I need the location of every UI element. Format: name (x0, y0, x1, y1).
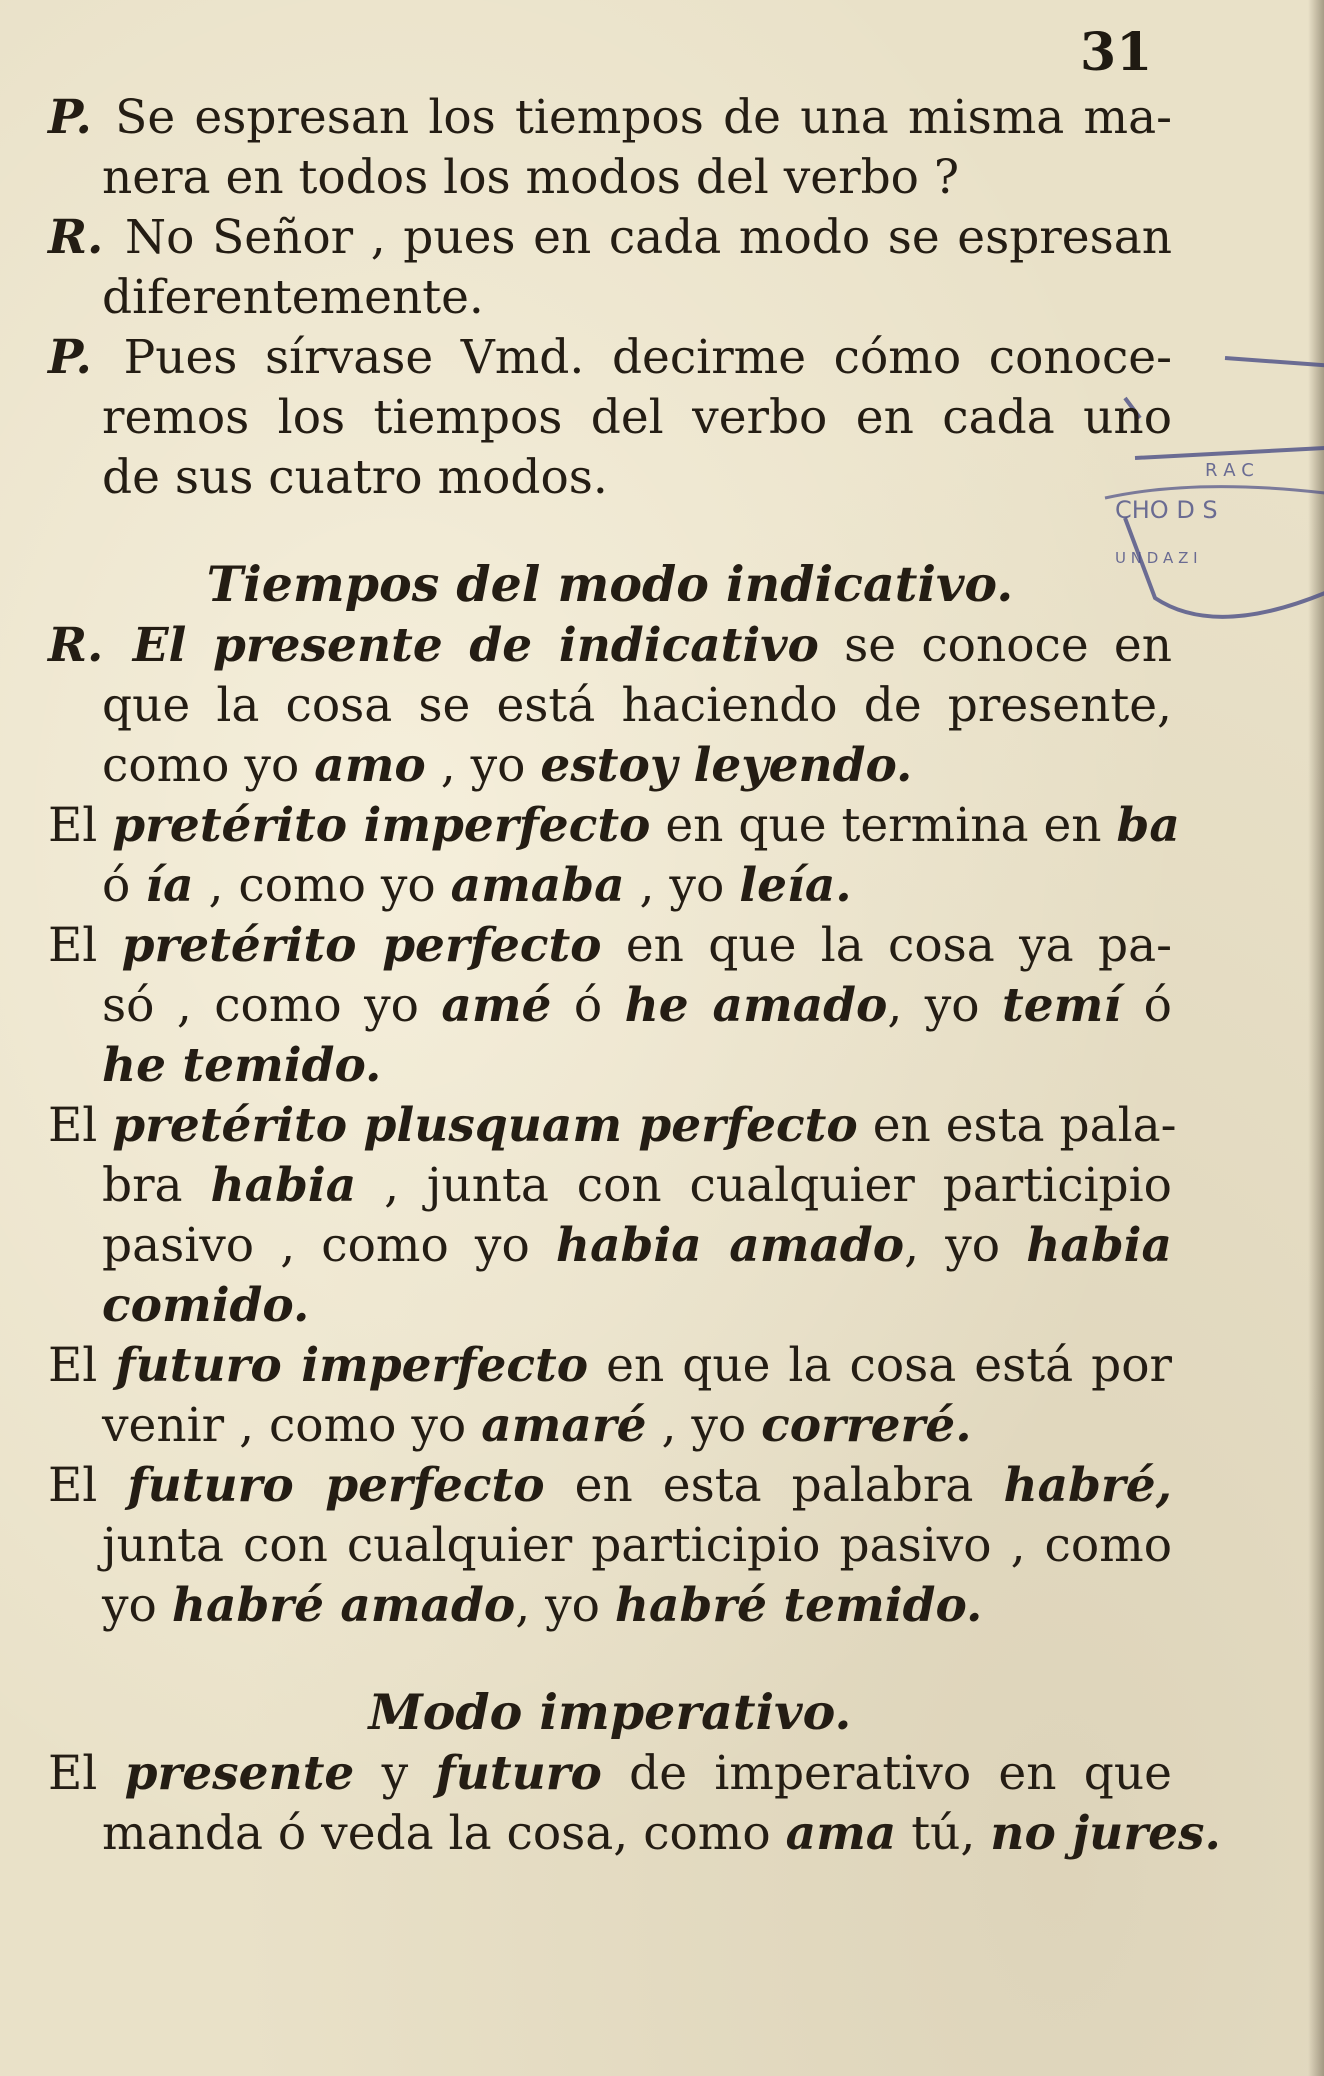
term: futuro perfecto (127, 1458, 545, 1513)
text-run: en que termina en (665, 798, 1102, 853)
text-run: Se espresan los tiempos de una misma ma- (115, 90, 1172, 145)
example-word: habia amado (555, 1218, 905, 1273)
text-run: en esta palabra (574, 1458, 974, 1513)
text-run: junta con cualquier participio pasivo , como (102, 1518, 1172, 1573)
example-word: ama (785, 1806, 897, 1861)
text-run: El (48, 1746, 98, 1801)
section-heading: Tiempos del modo indicativo. (206, 555, 1014, 613)
page-edge-shadow (1308, 0, 1324, 2076)
speaker-marker: R. (48, 210, 104, 265)
stamp-text-line3: U N D A Z I (1115, 549, 1198, 567)
example-word: no jures. (990, 1806, 1221, 1861)
text-line (48, 448, 1172, 508)
example-word: amé (441, 978, 552, 1033)
example-word: habia (210, 1158, 357, 1213)
text-line (48, 88, 1172, 148)
text-run: , junta con cualquier participio (384, 1158, 1172, 1213)
text-run: El (48, 1458, 98, 1513)
text-line (48, 1516, 1172, 1576)
term: pretérito plusquam perfecto (112, 1098, 858, 1153)
text-line (48, 328, 1172, 388)
text-line (48, 148, 1172, 208)
section-heading: Modo imperativo. (368, 1683, 852, 1741)
text-run: , yo (639, 858, 725, 913)
stamp-text-line1: R A C (1205, 460, 1254, 481)
text-run: que la cosa se está haciendo de presente, (102, 678, 1172, 733)
text-run: Pues sírvase Vmd. decirme cómo conoce- (123, 330, 1172, 385)
term: presente (124, 1746, 355, 1801)
text-line (48, 1576, 1172, 1636)
text-run: , yo (440, 738, 526, 793)
example-word: ía (145, 858, 194, 913)
text-run: yo (102, 1578, 157, 1633)
text-run: , yo (515, 1578, 600, 1633)
example-word: he amado (624, 978, 888, 1033)
example-word: temí (1002, 978, 1122, 1033)
text-line (48, 676, 1172, 736)
text-run: , yo (904, 1218, 1001, 1273)
text-run: y (381, 1746, 409, 1801)
page-number: 31 (1080, 22, 1153, 83)
example-word: leía. (739, 858, 852, 913)
text-line (48, 1096, 1177, 1156)
speaker-marker: P. (48, 90, 92, 145)
text-run: , yo (887, 978, 980, 1033)
text-line (48, 1276, 1172, 1336)
text-line (48, 268, 1172, 328)
text-run: , como yo (208, 858, 436, 913)
text-run: como yo (102, 738, 300, 793)
text-run: El (48, 1098, 98, 1153)
text-run: tú, (911, 1806, 976, 1861)
speaker-marker: R. (48, 618, 104, 673)
text-line (48, 208, 1172, 268)
text-run: en esta pala- (872, 1098, 1177, 1153)
text-line (48, 616, 1172, 676)
text-run: manda ó veda la cosa, como (102, 1806, 771, 1861)
text-run: No Señor , pues en cada modo se espresan (125, 210, 1172, 265)
example-word: correré. (761, 1398, 972, 1453)
example-word: he temido. (102, 1038, 382, 1093)
term: pretérito imperfecto (112, 798, 651, 853)
text-line (48, 1744, 1172, 1804)
example-word: habré amado (171, 1578, 516, 1633)
term: futuro imperfecto (115, 1338, 589, 1393)
text-run: en que la cosa está por (606, 1338, 1172, 1393)
text-run: só , como yo (102, 978, 419, 1033)
text-run: venir , como yo (102, 1398, 467, 1453)
text-line (48, 388, 1172, 448)
example-word: amo (314, 738, 426, 793)
text-run: pasivo , como yo (102, 1218, 530, 1273)
term: El presente de indicativo (132, 618, 819, 673)
text-line (48, 1804, 1221, 1864)
example-word: habré temido. (614, 1578, 983, 1633)
example-word: habré, (1003, 1458, 1172, 1513)
text-run: remos los tiempos del verbo en cada uno (102, 390, 1172, 445)
text-run: en que la cosa ya pa- (625, 918, 1172, 973)
term: futuro (435, 1746, 602, 1801)
term: pretérito perfecto (121, 918, 602, 973)
text-run: ó (102, 858, 131, 913)
text-run: de sus cuatro modos. (102, 450, 608, 505)
text-run: El (48, 1338, 98, 1393)
text-run: diferentemente. (102, 270, 484, 325)
example-word: comido. (102, 1278, 310, 1333)
text-line (48, 1216, 1172, 1276)
text-line (48, 1036, 1172, 1096)
example-word: ba (1116, 798, 1180, 853)
text-run: , yo (661, 1398, 747, 1453)
text-line (48, 1336, 1172, 1396)
text-run: de imperativo en que (629, 1746, 1172, 1801)
example-word: amaba (450, 858, 625, 913)
text-line (48, 1396, 1172, 1456)
text-line (48, 976, 1172, 1036)
text-line (48, 1456, 1172, 1516)
text-line (48, 796, 1180, 856)
example-word: habia (1026, 1218, 1172, 1273)
text-line (48, 916, 1172, 976)
text-run: bra (102, 1158, 183, 1213)
text-run: ó (573, 978, 603, 1033)
text-run: El (48, 798, 98, 853)
text-run: ó (1143, 978, 1172, 1033)
example-word: estoy leyendo. (540, 738, 913, 793)
speaker-marker: P. (48, 330, 92, 385)
stamp-text-line2: CHO D S (1115, 496, 1218, 524)
text-run: nera en todos los modos del verbo ? (102, 150, 960, 205)
example-word: amaré (481, 1398, 647, 1453)
page-text (48, 88, 1221, 1864)
text-line (48, 856, 1172, 916)
text-run: El (48, 918, 98, 973)
text-line (48, 736, 1172, 796)
text-line (48, 1156, 1172, 1216)
text-run: se conoce en (844, 618, 1172, 673)
